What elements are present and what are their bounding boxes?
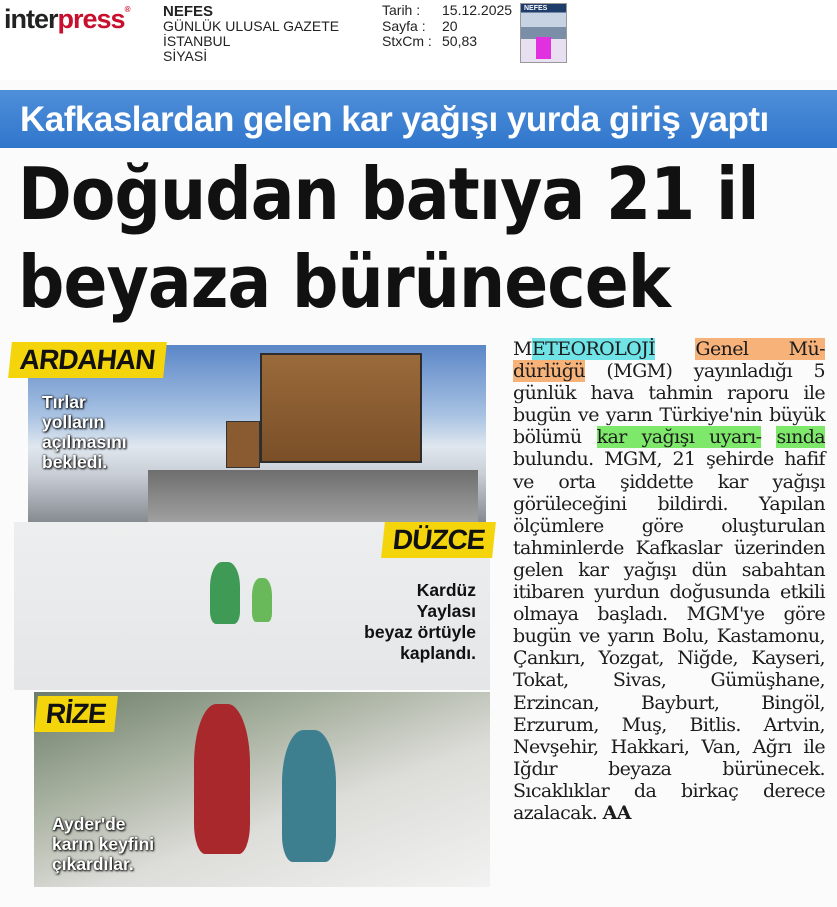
- publication-section: SİYASİ: [163, 48, 208, 64]
- meta-row-page: [382, 19, 512, 35]
- highlight-keyword: kar yağışı uyarı-: [596, 426, 762, 449]
- highlight-keyword: dürlüğü: [513, 360, 585, 383]
- highlight-keyword: ETEOROLOJİ: [531, 338, 656, 360]
- kicker-banner: [0, 90, 837, 148]
- truck-image: [260, 353, 422, 463]
- publication-info: [163, 4, 339, 64]
- person-figure: [194, 704, 250, 854]
- article-paragraph: [513, 338, 825, 824]
- snowy-road: [148, 470, 478, 530]
- person-figure: [210, 562, 240, 624]
- publication-name: NEFES: [163, 3, 214, 20]
- interpress-logo: [4, 4, 129, 35]
- dropcap: M: [513, 338, 532, 360]
- clipping-meta: [382, 3, 512, 50]
- highlight-keyword: sında: [776, 426, 825, 449]
- thumbnail-masthead: NEFES: [524, 5, 548, 12]
- caption-duzce: [320, 580, 476, 664]
- truck-image-2: [226, 421, 260, 468]
- photo-label-ardahan: ARDAHAN: [8, 342, 166, 378]
- headline-line-1: Doğudan batıya 21 il: [18, 152, 759, 236]
- page-thumbnail[interactable]: [520, 3, 567, 63]
- caption-line: çıkardılar.: [52, 854, 134, 874]
- photo-label-rize: RİZE: [34, 696, 118, 732]
- caption-line: Ayder'de: [52, 814, 126, 834]
- caption-line: beyaz örtüyle: [364, 622, 476, 642]
- caption-line: Tırlar: [42, 392, 86, 412]
- person-figure: [252, 578, 272, 622]
- meta-row-date: [382, 3, 512, 19]
- body-text: bulundu. MGM, 21 şehirde hafif ve orta şiddette kar yağışı görüleceğini bildirdi. Yapılan ölçümlere göre oluşturulan tahminlerde Kafkaslar üzerinden gelen kar yağışı dün sabahtan itibaren yurdun doğusunda etkili olmaya başladı. MGM'ye göre bugün ve yarın Bolu, Kastamonu, Çankırı, Yozgat, Niğde, Kayseri, Tokat, Sivas, Gümüşhane, Erzincan, Bayburt, Bingöl, Erzurum, Muş, Bitlis. Artvin, Nevşehir, Hakkari, Van, Ağrı ile Iğdır beyaza bürünecek. Sıcaklıklar da birkaç derece azalacak.: [513, 448, 825, 824]
- caption-ardahan: [42, 392, 127, 472]
- article-body: [513, 338, 825, 824]
- publication-type: GÜNLÜK ULUSAL GAZETE: [163, 18, 340, 34]
- logo-registered-mark: ®: [124, 5, 130, 14]
- meta-key: Tarih :: [382, 2, 421, 18]
- agency-signature: AA: [602, 801, 631, 824]
- logo-accent: press: [57, 4, 125, 34]
- thumbnail-clip-highlight: [536, 37, 551, 59]
- caption-line: kaplandı.: [400, 643, 476, 663]
- meta-value: 15.12.2025: [442, 2, 513, 18]
- newspaper-clipping: [0, 80, 837, 907]
- meta-value: 50,83: [442, 33, 478, 49]
- person-figure: [282, 730, 336, 862]
- meta-key: Sayfa :: [382, 17, 426, 34]
- headline-line-2: beyaza bürünecek: [18, 240, 671, 324]
- caption-line: Yaylası: [416, 601, 476, 621]
- publication-city: İSTANBUL: [163, 33, 231, 49]
- kicker-text: Kafkaslardan gelen kar yağışı yurda giriş yaptı: [20, 100, 769, 139]
- meta-value: 20: [442, 17, 458, 34]
- caption-rize: [52, 814, 154, 874]
- caption-line: açılmasını: [42, 432, 127, 452]
- caption-line: bekledi.: [42, 452, 108, 472]
- highlight-keyword: Genel Mü-: [695, 338, 825, 360]
- meta-key: StxCm :: [382, 33, 432, 49]
- caption-line: karın keyfini: [52, 834, 155, 854]
- caption-line: yolların: [42, 412, 105, 432]
- caption-line: Kardüz: [416, 580, 476, 600]
- logo-text: inter: [4, 4, 58, 34]
- clipping-header: [0, 0, 837, 80]
- body-text: (MGM) yayınladığı 5 günlük hava tahmin raporu ile bugün ve yarın Türkiye'nin büyük bölümü: [513, 360, 825, 449]
- headline: [18, 150, 759, 326]
- meta-row-stxcm: [382, 34, 512, 50]
- photo-label-duzce: DÜZCE: [381, 522, 496, 558]
